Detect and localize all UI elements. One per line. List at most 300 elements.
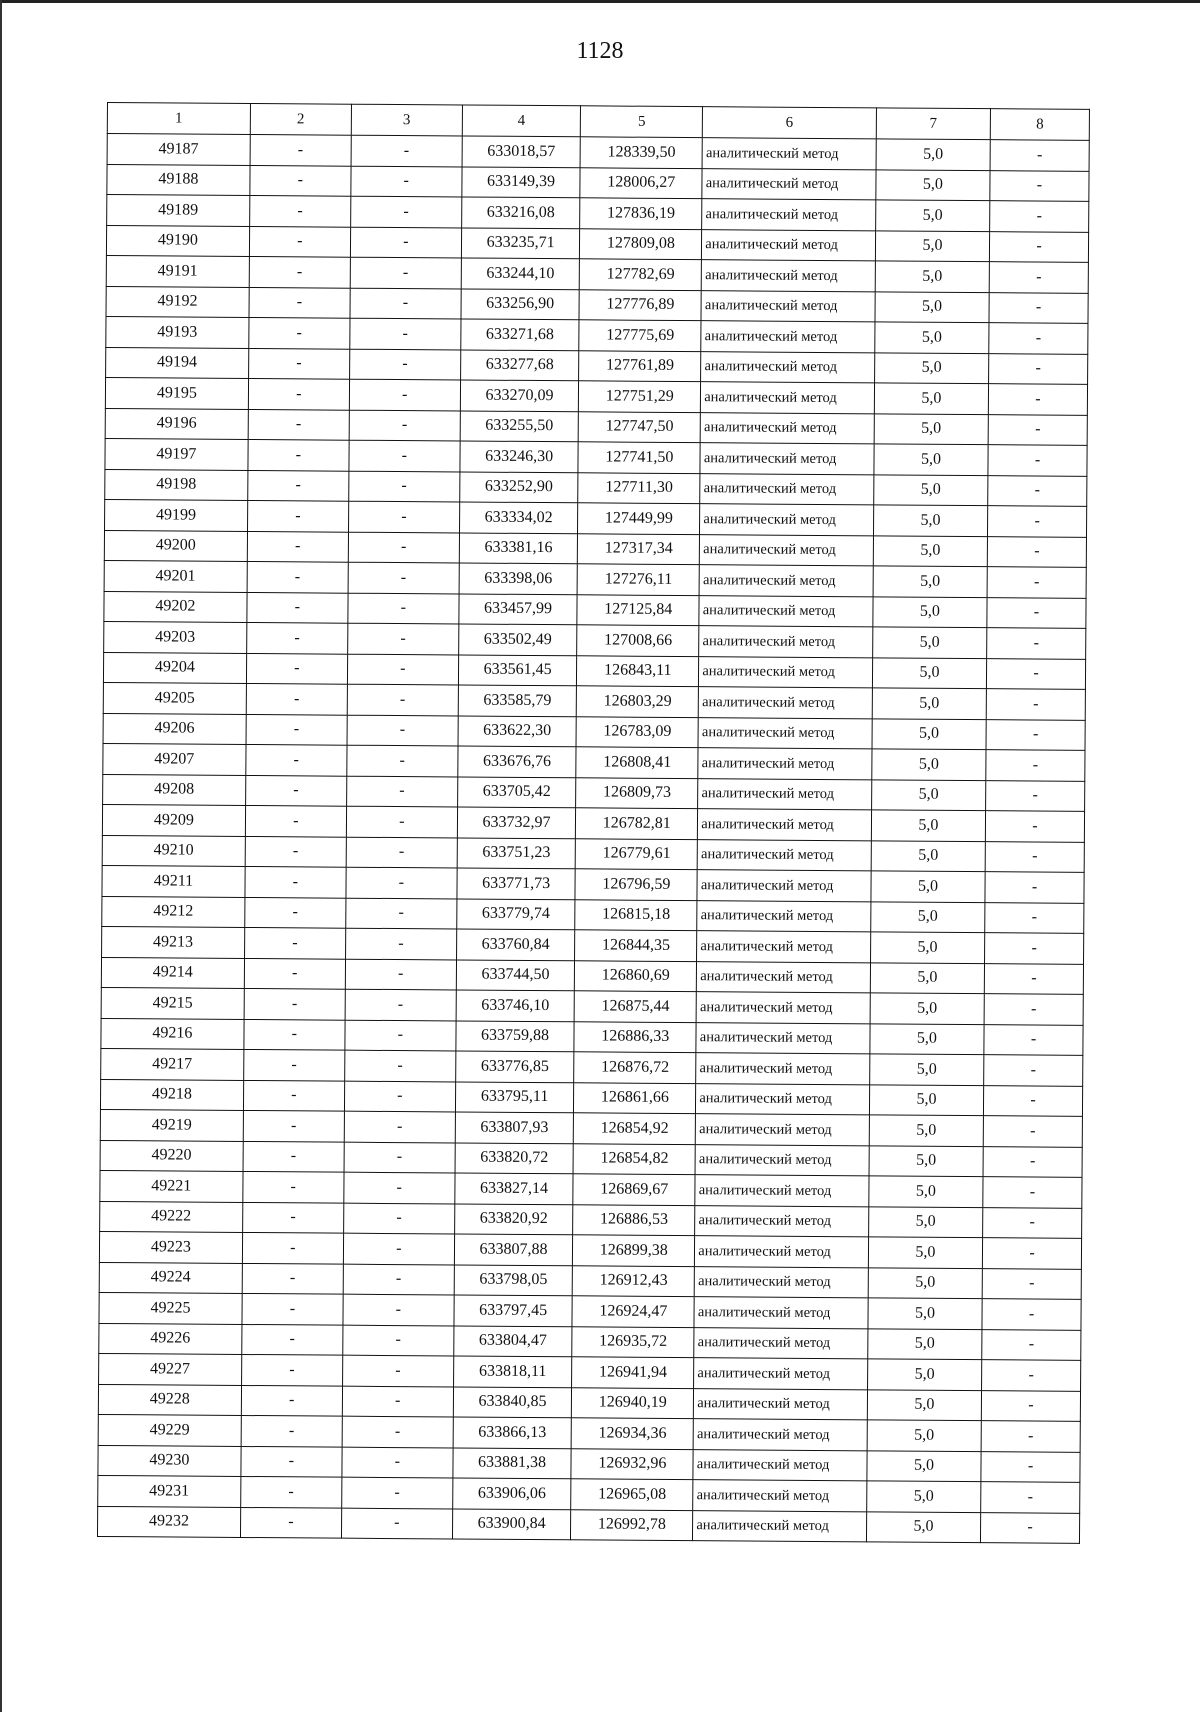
cell-coord-x: 633705,42 xyxy=(457,776,576,807)
cell-method: аналитический метод xyxy=(697,870,871,902)
cell-col-3: - xyxy=(349,349,460,380)
cell-coord-y: 126808,41 xyxy=(576,747,698,778)
cell-point-number: 49211 xyxy=(102,865,245,896)
cell-col-3: - xyxy=(344,1111,455,1142)
cell-coord-x: 633676,76 xyxy=(458,746,577,777)
cell-coord-y: 127276,11 xyxy=(577,564,699,595)
cell-point-number: 49209 xyxy=(102,804,245,835)
cell-coord-y: 126860,69 xyxy=(575,960,697,991)
cell-point-number: 49197 xyxy=(105,438,248,469)
cell-col-8: - xyxy=(987,628,1086,659)
cell-coord-x: 633149,39 xyxy=(462,166,581,197)
cell-coord-x: 633776,85 xyxy=(455,1051,574,1082)
column-header-5: 5 xyxy=(581,106,703,138)
cell-point-number: 49189 xyxy=(107,195,250,226)
cell-coord-x: 633246,30 xyxy=(460,441,579,472)
cell-accuracy: 5,0 xyxy=(875,291,989,322)
cell-col-2: - xyxy=(246,744,347,775)
cell-coord-x: 633900,84 xyxy=(452,1508,571,1539)
cell-method: аналитический метод xyxy=(701,351,875,383)
cell-coord-y: 126815,18 xyxy=(575,899,697,930)
cell-point-number: 49210 xyxy=(102,835,245,866)
cell-coord-y: 127711,30 xyxy=(578,472,700,503)
cell-accuracy: 5,0 xyxy=(874,352,988,383)
column-header-2: 2 xyxy=(250,104,351,136)
cell-col-2: - xyxy=(246,683,347,714)
cell-point-number: 49230 xyxy=(98,1445,241,1476)
cell-coord-x: 633270,09 xyxy=(460,380,579,411)
cell-point-number: 49223 xyxy=(99,1231,242,1262)
cell-col-2: - xyxy=(243,1080,344,1111)
cell-col-2: - xyxy=(245,775,346,806)
cell-col-2: - xyxy=(246,714,347,745)
cell-col-3: - xyxy=(345,959,456,990)
cell-method: аналитический метод xyxy=(698,809,872,841)
cell-method: аналитический метод xyxy=(693,1510,867,1542)
cell-method: аналитический метод xyxy=(695,1236,869,1268)
cell-coord-y: 126912,43 xyxy=(573,1265,695,1296)
cell-coord-y: 126803,29 xyxy=(577,686,699,717)
cell-point-number: 49193 xyxy=(106,316,249,347)
cell-col-3: - xyxy=(347,745,458,776)
cell-col-2: - xyxy=(240,1507,341,1538)
cell-coord-x: 633457,99 xyxy=(459,593,578,624)
cell-coord-y: 126854,92 xyxy=(574,1113,696,1144)
cell-point-number: 49188 xyxy=(107,164,250,195)
cell-coord-x: 633759,88 xyxy=(456,1020,575,1051)
cell-col-2: - xyxy=(246,653,347,684)
cell-col-8: - xyxy=(985,933,1084,964)
scan-left-edge xyxy=(0,0,2,1712)
cell-accuracy: 5,0 xyxy=(875,200,989,231)
cell-col-2: - xyxy=(243,1110,344,1141)
cell-accuracy: 5,0 xyxy=(875,261,989,292)
cell-accuracy: 5,0 xyxy=(867,1481,981,1512)
cell-accuracy: 5,0 xyxy=(875,230,989,261)
cell-point-number: 49202 xyxy=(104,591,247,622)
cell-col-3: - xyxy=(346,806,457,837)
cell-col-8: - xyxy=(983,1177,1082,1208)
cell-col-8: - xyxy=(986,719,1085,750)
cell-col-3: - xyxy=(342,1355,453,1386)
cell-accuracy: 5,0 xyxy=(874,413,988,444)
cell-col-3: - xyxy=(348,593,459,624)
cell-coord-y: 127317,34 xyxy=(578,533,700,564)
cell-coord-y: 126809,73 xyxy=(576,777,698,808)
cell-col-8: - xyxy=(988,445,1087,476)
cell-col-2: - xyxy=(248,409,349,440)
cell-point-number: 49205 xyxy=(103,682,246,713)
cell-col-3: - xyxy=(345,1020,456,1051)
page-number: 1128 xyxy=(576,38,624,64)
cell-method: аналитический метод xyxy=(696,1022,870,1054)
cell-method: аналитический метод xyxy=(700,443,874,475)
cell-col-8: - xyxy=(988,506,1087,537)
cell-col-3: - xyxy=(351,135,462,166)
table-body xyxy=(97,134,1089,1544)
cell-coord-y: 126779,61 xyxy=(576,838,698,869)
cell-col-8: - xyxy=(990,140,1089,171)
cell-col-3: - xyxy=(346,867,457,898)
cell-col-2: - xyxy=(241,1446,342,1477)
cell-method: аналитический метод xyxy=(693,1480,867,1512)
cell-coord-x: 633779,74 xyxy=(457,898,576,929)
cell-method: аналитический метод xyxy=(700,473,874,505)
cell-col-3: - xyxy=(343,1203,454,1234)
cell-col-8: - xyxy=(983,1207,1082,1238)
cell-accuracy: 5,0 xyxy=(876,169,990,200)
cell-coord-x: 633744,50 xyxy=(456,959,575,990)
cell-accuracy: 5,0 xyxy=(873,505,987,536)
cell-col-3: - xyxy=(343,1294,454,1325)
cell-coord-y: 126782,81 xyxy=(576,808,698,839)
cell-point-number: 49198 xyxy=(105,469,248,500)
cell-point-number: 49231 xyxy=(98,1475,241,1506)
cell-col-2: - xyxy=(242,1263,343,1294)
cell-method: аналитический метод xyxy=(697,961,871,993)
cell-coord-x: 633622,30 xyxy=(458,715,577,746)
cell-col-2: - xyxy=(249,287,350,318)
cell-col-2: - xyxy=(249,256,350,287)
cell-coord-x: 633820,92 xyxy=(454,1203,573,1234)
cell-col-8: - xyxy=(986,780,1085,811)
cell-coord-x: 633807,88 xyxy=(454,1234,573,1265)
cell-accuracy: 5,0 xyxy=(872,749,986,780)
cell-col-8: - xyxy=(981,1512,1080,1543)
cell-col-3: - xyxy=(350,288,461,319)
cell-accuracy: 5,0 xyxy=(872,688,986,719)
cell-coord-y: 126935,72 xyxy=(572,1326,694,1357)
cell-accuracy: 5,0 xyxy=(866,1511,980,1542)
cell-accuracy: 5,0 xyxy=(872,657,986,688)
cell-point-number: 49214 xyxy=(101,957,244,988)
cell-col-8: - xyxy=(988,475,1087,506)
cell-accuracy: 5,0 xyxy=(867,1420,981,1451)
cell-col-8: - xyxy=(984,1024,1083,1055)
cell-coord-x: 633795,11 xyxy=(455,1081,574,1112)
cell-col-8: - xyxy=(981,1451,1080,1482)
cell-method: аналитический метод xyxy=(700,504,874,536)
cell-col-3: - xyxy=(345,1050,456,1081)
cell-point-number: 49206 xyxy=(103,713,246,744)
cell-method: аналитический метод xyxy=(697,931,871,963)
cell-point-number: 49217 xyxy=(101,1048,244,1079)
cell-method: аналитический метод xyxy=(696,1114,870,1146)
cell-col-3: - xyxy=(350,227,461,258)
cell-col-2: - xyxy=(248,439,349,470)
cell-col-8: - xyxy=(984,963,1083,994)
cell-col-2: - xyxy=(250,134,351,165)
cell-method: аналитический метод xyxy=(702,168,876,200)
cell-point-number: 49196 xyxy=(105,408,248,439)
cell-col-8: - xyxy=(983,1116,1082,1147)
cell-accuracy: 5,0 xyxy=(873,535,987,566)
cell-col-2: - xyxy=(243,1141,344,1172)
cell-col-2: - xyxy=(241,1385,342,1416)
cell-accuracy: 5,0 xyxy=(873,566,987,597)
cell-col-8: - xyxy=(982,1238,1081,1269)
cell-method: аналитический метод xyxy=(699,565,873,597)
cell-col-2: - xyxy=(245,836,346,867)
cell-col-3: - xyxy=(347,715,458,746)
cell-accuracy: 5,0 xyxy=(871,779,985,810)
cell-accuracy: 5,0 xyxy=(870,962,984,993)
cell-coord-x: 633585,79 xyxy=(458,685,577,716)
cell-col-2: - xyxy=(248,378,349,409)
cell-col-8: - xyxy=(990,231,1089,262)
cell-coord-x: 633818,11 xyxy=(453,1356,572,1387)
cell-col-2: - xyxy=(249,195,350,226)
cell-col-8: - xyxy=(987,658,1086,689)
cell-accuracy: 5,0 xyxy=(867,1450,981,1481)
column-header-6: 6 xyxy=(703,107,877,139)
cell-col-8: - xyxy=(988,384,1087,415)
cell-coord-x: 633398,06 xyxy=(459,563,578,594)
cell-col-8: - xyxy=(982,1299,1081,1330)
column-header-1: 1 xyxy=(107,103,250,135)
cell-method: аналитический метод xyxy=(699,626,873,658)
cell-coord-y: 127782,69 xyxy=(580,259,702,290)
cell-col-3: - xyxy=(348,532,459,563)
cell-coord-y: 126876,72 xyxy=(574,1052,696,1083)
cell-accuracy: 5,0 xyxy=(869,1145,983,1176)
cell-method: аналитический метод xyxy=(700,534,874,566)
cell-coord-y: 126886,53 xyxy=(573,1204,695,1235)
cell-coord-x: 633746,10 xyxy=(456,990,575,1021)
cell-col-8: - xyxy=(989,262,1088,293)
cell-col-2: - xyxy=(244,988,345,1019)
cell-col-3: - xyxy=(350,196,461,227)
cell-col-8: - xyxy=(985,811,1084,842)
cell-col-3: - xyxy=(350,318,461,349)
cell-coord-y: 127836,19 xyxy=(580,198,702,229)
cell-method: аналитический метод xyxy=(700,412,874,444)
cell-col-8: - xyxy=(989,353,1088,384)
cell-col-2: - xyxy=(247,531,348,562)
cell-coord-y: 126932,96 xyxy=(571,1448,693,1479)
cell-col-8: - xyxy=(984,1055,1083,1086)
cell-col-3: - xyxy=(341,1508,452,1539)
cell-method: аналитический метод xyxy=(698,717,872,749)
cell-point-number: 49208 xyxy=(103,774,246,805)
cell-method: аналитический метод xyxy=(701,321,875,353)
cell-col-2: - xyxy=(249,317,350,348)
cell-accuracy: 5,0 xyxy=(870,1023,984,1054)
cell-accuracy: 5,0 xyxy=(871,871,985,902)
cell-coord-x: 633018,57 xyxy=(462,136,581,167)
cell-method: аналитический метод xyxy=(694,1327,868,1359)
cell-coord-y: 126843,11 xyxy=(577,655,699,686)
cell-method: аналитический метод xyxy=(693,1419,867,1451)
cell-method: аналитический метод xyxy=(697,900,871,932)
cell-coord-y: 127125,84 xyxy=(577,594,699,625)
cell-accuracy: 5,0 xyxy=(871,810,985,841)
coordinates-table xyxy=(97,102,1090,1544)
cell-col-8: - xyxy=(987,597,1086,628)
cell-point-number: 49187 xyxy=(107,134,250,165)
cell-col-8: - xyxy=(985,841,1084,872)
cell-method: аналитический метод xyxy=(701,382,875,414)
cell-method: аналитический метод xyxy=(694,1266,868,1298)
cell-method: аналитический метод xyxy=(698,748,872,780)
cell-point-number: 49227 xyxy=(99,1353,242,1384)
cell-coord-x: 633807,93 xyxy=(455,1112,574,1143)
cell-col-2: - xyxy=(246,622,347,653)
cell-col-2: - xyxy=(244,927,345,958)
cell-point-number: 49190 xyxy=(106,225,249,256)
cell-coord-y: 126940,19 xyxy=(572,1387,694,1418)
cell-coord-y: 126965,08 xyxy=(571,1479,693,1510)
cell-col-3: - xyxy=(345,928,456,959)
cell-point-number: 49222 xyxy=(100,1201,243,1232)
cell-method: аналитический метод xyxy=(697,839,871,871)
column-header-3: 3 xyxy=(351,104,462,136)
cell-coord-x: 633881,38 xyxy=(453,1447,572,1478)
cell-col-8: - xyxy=(981,1421,1080,1452)
cell-accuracy: 5,0 xyxy=(867,1389,981,1420)
cell-accuracy: 5,0 xyxy=(872,718,986,749)
cell-point-number: 49224 xyxy=(99,1262,242,1293)
cell-col-8: - xyxy=(982,1329,1081,1360)
cell-col-8: - xyxy=(989,292,1088,323)
cell-point-number: 49199 xyxy=(105,499,248,530)
cell-coord-x: 633804,47 xyxy=(454,1325,573,1356)
cell-point-number: 49204 xyxy=(103,652,246,683)
cell-coord-x: 633244,10 xyxy=(461,258,580,289)
cell-col-3: - xyxy=(343,1325,454,1356)
cell-coord-x: 633235,71 xyxy=(461,227,580,258)
cell-accuracy: 5,0 xyxy=(869,1176,983,1207)
cell-col-3: - xyxy=(342,1386,453,1417)
cell-coord-x: 633797,45 xyxy=(454,1295,573,1326)
cell-accuracy: 5,0 xyxy=(870,932,984,963)
cell-col-8: - xyxy=(982,1268,1081,1299)
cell-accuracy: 5,0 xyxy=(873,627,987,658)
cell-col-8: - xyxy=(989,323,1088,354)
cell-col-3: - xyxy=(349,471,460,502)
cell-col-8: - xyxy=(988,414,1087,445)
cell-point-number: 49218 xyxy=(100,1079,243,1110)
cell-col-2: - xyxy=(247,561,348,592)
cell-coord-y: 126796,59 xyxy=(575,869,697,900)
cell-method: аналитический метод xyxy=(699,595,873,627)
cell-method: аналитический метод xyxy=(696,992,870,1024)
cell-accuracy: 5,0 xyxy=(870,993,984,1024)
cell-accuracy: 5,0 xyxy=(868,1237,982,1268)
cell-col-2: - xyxy=(245,866,346,897)
cell-coord-y: 126875,44 xyxy=(574,991,696,1022)
cell-coord-x: 633798,05 xyxy=(454,1264,573,1295)
cell-method: аналитический метод xyxy=(696,1083,870,1115)
cell-coord-y: 126899,38 xyxy=(573,1235,695,1266)
cell-coord-x: 633906,06 xyxy=(452,1478,571,1509)
cell-coord-y: 126844,35 xyxy=(575,930,697,961)
cell-accuracy: 5,0 xyxy=(874,444,988,475)
cell-point-number: 49228 xyxy=(98,1384,241,1415)
cell-col-2: - xyxy=(243,1049,344,1080)
cell-method: аналитический метод xyxy=(699,656,873,688)
cell-col-2: - xyxy=(242,1324,343,1355)
cell-col-2: - xyxy=(250,165,351,196)
cell-point-number: 49216 xyxy=(101,1018,244,1049)
cell-col-2: - xyxy=(248,348,349,379)
cell-point-number: 49203 xyxy=(104,621,247,652)
cell-coord-y: 127809,08 xyxy=(580,228,702,259)
cell-col-3: - xyxy=(346,898,457,929)
cell-accuracy: 5,0 xyxy=(873,596,987,627)
cell-col-3: - xyxy=(349,440,460,471)
cell-col-2: - xyxy=(249,226,350,257)
cell-accuracy: 5,0 xyxy=(868,1298,982,1329)
cell-point-number: 49225 xyxy=(99,1292,242,1323)
cell-coord-y: 126924,47 xyxy=(572,1296,694,1327)
cell-coord-y: 126869,67 xyxy=(573,1174,695,1205)
cell-coord-x: 633334,02 xyxy=(459,502,578,533)
cell-method: аналитический метод xyxy=(702,260,876,292)
cell-point-number: 49200 xyxy=(104,530,247,561)
cell-coord-x: 633771,73 xyxy=(457,868,576,899)
cell-coord-y: 126934,36 xyxy=(572,1418,694,1449)
cell-col-8: - xyxy=(987,536,1086,567)
cell-accuracy: 5,0 xyxy=(868,1206,982,1237)
cell-col-8: - xyxy=(990,170,1089,201)
cell-col-3: - xyxy=(349,410,460,441)
cell-accuracy: 5,0 xyxy=(869,1115,983,1146)
column-header-7: 7 xyxy=(876,108,990,140)
cell-col-8: - xyxy=(985,902,1084,933)
cell-point-number: 49192 xyxy=(106,286,249,317)
cell-col-2: - xyxy=(242,1232,343,1263)
cell-col-8: - xyxy=(981,1482,1080,1513)
cell-col-3: - xyxy=(347,623,458,654)
cell-col-3: - xyxy=(346,837,457,868)
cell-accuracy: 5,0 xyxy=(868,1328,982,1359)
cell-coord-y: 127008,66 xyxy=(577,625,699,656)
cell-col-2: - xyxy=(241,1415,342,1446)
cell-accuracy: 5,0 xyxy=(870,1054,984,1085)
cell-coord-x: 633216,08 xyxy=(461,197,580,228)
cell-coord-x: 633840,85 xyxy=(453,1386,572,1417)
cell-col-2: - xyxy=(243,1171,344,1202)
cell-col-3: - xyxy=(348,501,459,532)
cell-coord-y: 127747,50 xyxy=(579,411,701,442)
cell-coord-y: 126992,78 xyxy=(571,1509,693,1540)
cell-accuracy: 5,0 xyxy=(869,1084,983,1115)
cell-col-2: - xyxy=(242,1293,343,1324)
cell-point-number: 49219 xyxy=(100,1109,243,1140)
cell-point-number: 49201 xyxy=(104,560,247,591)
cell-coord-x: 633827,14 xyxy=(455,1173,574,1204)
cell-method: аналитический метод xyxy=(702,138,876,170)
cell-col-3: - xyxy=(342,1447,453,1478)
cell-coord-y: 127775,69 xyxy=(579,320,701,351)
cell-coord-y: 127751,29 xyxy=(579,381,701,412)
cell-coord-y: 127449,99 xyxy=(578,503,700,534)
cell-col-2: - xyxy=(244,1019,345,1050)
cell-coord-y: 126861,66 xyxy=(574,1082,696,1113)
cell-accuracy: 5,0 xyxy=(871,840,985,871)
top-rule xyxy=(0,0,1200,3)
cell-point-number: 49221 xyxy=(100,1170,243,1201)
cell-method: аналитический метод xyxy=(694,1297,868,1329)
cell-accuracy: 5,0 xyxy=(876,139,990,170)
cell-col-3: - xyxy=(344,1142,455,1173)
cell-accuracy: 5,0 xyxy=(875,322,989,353)
cell-col-2: - xyxy=(248,470,349,501)
cell-coord-x: 633255,50 xyxy=(460,410,579,441)
cell-col-8: - xyxy=(983,1146,1082,1177)
cell-method: аналитический метод xyxy=(696,1053,870,1085)
